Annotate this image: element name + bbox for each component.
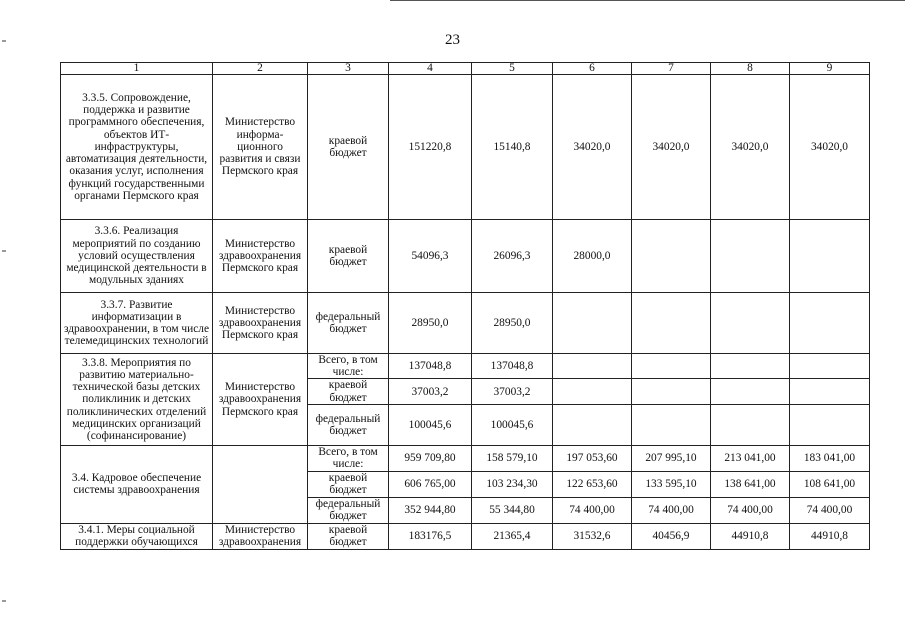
value-cell: 138 641,00 (711, 471, 790, 497)
margin-mark (2, 600, 6, 602)
value-cell: 74 400,00 (790, 497, 870, 523)
value-cell (632, 293, 711, 354)
source-cell: федеральный бюджет (308, 404, 389, 445)
value-cell: 133 595,10 (632, 471, 711, 497)
value-cell: 158 579,10 (472, 445, 553, 471)
empty-cell (790, 354, 870, 379)
value-cell: 183176,5 (389, 523, 472, 549)
activity-name: 3.4. Кадровое обеспечение системы здравоохранения (61, 445, 213, 523)
executor-cell: Министерство здравоохранения Пермского края (213, 354, 308, 446)
value-cell: 197 053,60 (553, 445, 632, 471)
value-cell: 137048,8 (389, 354, 472, 379)
margin-mark (2, 40, 6, 42)
executor-cell: Министерство здравоохранения Пермского края (213, 220, 308, 293)
value-cell: 183 041,00 (790, 445, 870, 471)
source-cell: Всего, в том числе: (308, 445, 389, 471)
value-cell: 37003,2 (472, 379, 553, 404)
value-cell: 606 765,00 (389, 471, 472, 497)
value-cell: 100045,6 (472, 404, 553, 445)
empty-cell (711, 354, 790, 379)
value-cell: 352 944,80 (389, 497, 472, 523)
value-cell: 26096,3 (472, 220, 553, 293)
top-rule (390, 0, 905, 1)
value-cell: 34020,0 (711, 75, 790, 220)
empty-cell (632, 404, 711, 445)
source-cell: федеральный бюджет (308, 293, 389, 354)
source-cell: краевой бюджет (308, 220, 389, 293)
header-cell: 4 (389, 63, 472, 75)
table-row (61, 75, 870, 220)
empty-cell (790, 379, 870, 404)
empty-cell (711, 379, 790, 404)
executor-cell: Министерство информа- ционного развития и связи Пермского края (213, 75, 308, 220)
margin-mark (2, 250, 6, 252)
value-cell: 74 400,00 (711, 497, 790, 523)
empty-cell (632, 354, 711, 379)
executor-cell: Министерство здравоохранения (213, 523, 308, 549)
activity-name: 3.3.7. Развитие информатизации в здравоохранении, в том числе телемедицинских технологий (61, 293, 213, 354)
activity-name: 3.4.1. Меры социальной поддержки обучающихся (61, 523, 213, 549)
header-row (61, 63, 870, 75)
empty-cell (553, 354, 632, 379)
table-row (61, 220, 870, 293)
value-cell (790, 220, 870, 293)
value-cell: 34020,0 (553, 75, 632, 220)
empty-cell (632, 379, 711, 404)
value-cell: 28950,0 (472, 293, 553, 354)
page-number: 23 (445, 32, 460, 48)
value-cell (553, 293, 632, 354)
value-cell: 959 709,80 (389, 445, 472, 471)
value-cell: 31532,6 (553, 523, 632, 549)
activity-name: 3.3.6. Реализация мероприятий по созданию условий осуществления медицинской деятельности в модульных зданиях (61, 220, 213, 293)
empty-cell (711, 404, 790, 445)
value-cell: 28000,0 (553, 220, 632, 293)
value-cell: 100045,6 (389, 404, 472, 445)
executor-cell (213, 445, 308, 523)
value-cell: 44910,8 (711, 523, 790, 549)
source-cell: федеральный бюджет (308, 497, 389, 523)
value-cell: 207 995,10 (632, 445, 711, 471)
value-cell: 74 400,00 (632, 497, 711, 523)
value-cell: 44910,8 (790, 523, 870, 549)
value-cell: 40456,9 (632, 523, 711, 549)
value-cell: 151220,8 (389, 75, 472, 220)
value-cell: 55 344,80 (472, 497, 553, 523)
value-cell (790, 293, 870, 354)
empty-cell (790, 404, 870, 445)
header-cell: 8 (711, 63, 790, 75)
value-cell: 28950,0 (389, 293, 472, 354)
table-row (61, 293, 870, 354)
value-cell: 137048,8 (472, 354, 553, 379)
empty-cell (553, 379, 632, 404)
header-cell: 2 (213, 63, 308, 75)
value-cell (711, 293, 790, 354)
header-cell: 1 (61, 63, 213, 75)
header-cell: 7 (632, 63, 711, 75)
budget-table (60, 62, 870, 550)
activity-name: 3.3.5. Сопровождение, поддержка и развитие программного обеспечения, объектов ИТ-инфраструктуры, автоматизация деятельности, оказания услуг, исполнения функций государственными органами Пермского края (61, 75, 213, 220)
table-row (61, 445, 870, 471)
header-cell: 9 (790, 63, 870, 75)
header-cell: 5 (472, 63, 553, 75)
value-cell (632, 220, 711, 293)
table-row (61, 523, 870, 549)
source-cell: краевой бюджет (308, 75, 389, 220)
table-row (61, 354, 870, 379)
value-cell: 34020,0 (790, 75, 870, 220)
value-cell: 213 041,00 (711, 445, 790, 471)
empty-cell (553, 404, 632, 445)
source-cell: краевой бюджет (308, 523, 389, 549)
value-cell: 37003,2 (389, 379, 472, 404)
source-cell: Всего, в том числе: (308, 354, 389, 379)
value-cell: 54096,3 (389, 220, 472, 293)
value-cell: 15140,8 (472, 75, 553, 220)
value-cell: 21365,4 (472, 523, 553, 549)
value-cell: 103 234,30 (472, 471, 553, 497)
value-cell: 108 641,00 (790, 471, 870, 497)
source-cell: краевой бюджет (308, 471, 389, 497)
value-cell: 122 653,60 (553, 471, 632, 497)
value-cell: 34020,0 (632, 75, 711, 220)
activity-name: 3.3.8. Мероприятия по развитию материально-технической базы детских поликлиник и детских поликлинических отделений медицинских организаций (софинансирование) (61, 354, 213, 446)
executor-cell: Министерство здравоохранения Пермского края (213, 293, 308, 354)
source-cell: краевой бюджет (308, 379, 389, 404)
header-cell: 3 (308, 63, 389, 75)
header-cell: 6 (553, 63, 632, 75)
value-cell: 74 400,00 (553, 497, 632, 523)
value-cell (711, 220, 790, 293)
